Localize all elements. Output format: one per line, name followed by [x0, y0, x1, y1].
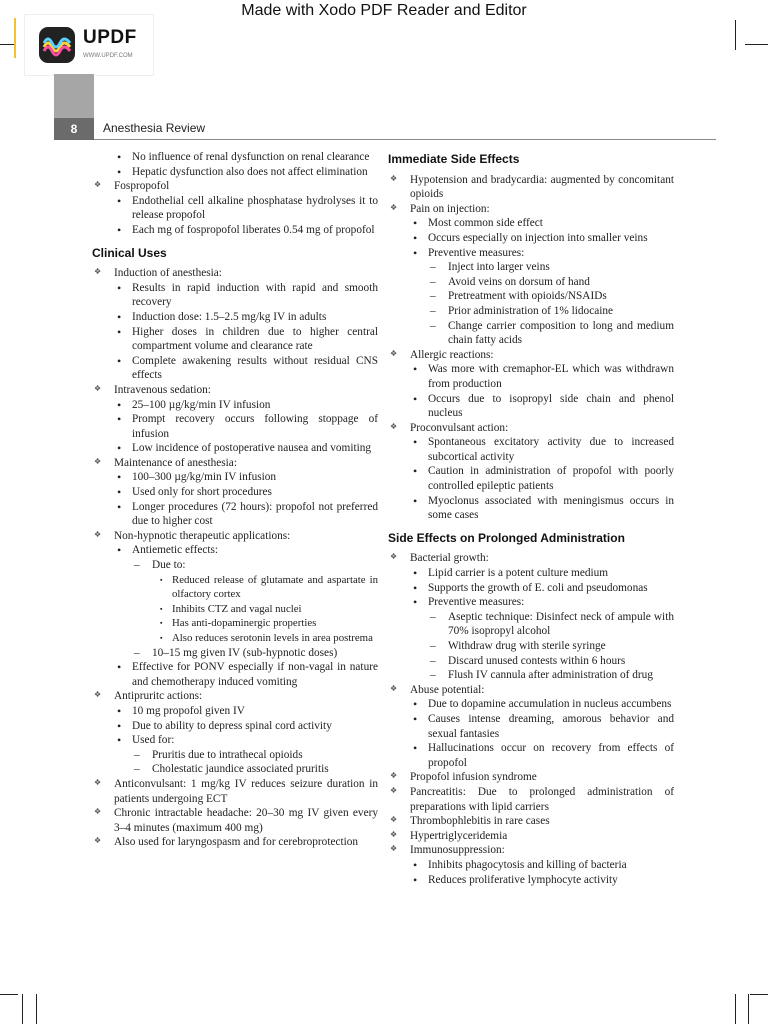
list-item: ❖ Hypotension and bradycardia: augmented by concomitant opioids: [388, 173, 674, 202]
sub-list-item: • Results in rapid induction with rapid and smooth recovery: [92, 281, 378, 310]
list-item: ❖ Intravenous sedation:: [92, 383, 378, 398]
list-item: ❖ Chronic intractable headache: 20–30 mg IV given every 3–4 minutes (maximum 400 mg): [92, 806, 378, 835]
list-item: ❖ Proconvulsant action:: [388, 421, 674, 436]
crop-mark: [14, 18, 16, 58]
list-item: ❖ Antipruritc actions:: [92, 689, 378, 704]
sub-list-item: – Pretreatment with opioids/NSAIDs: [388, 289, 674, 304]
page-number: 8: [54, 118, 94, 140]
list-item: ❖ Pain on injection:: [388, 202, 674, 217]
sub-list-item: – Change carrier composition to long and medium chain fatty acids: [388, 319, 674, 348]
sub-list-item: • Induction dose: 1.5–2.5 mg/kg IV in adults: [92, 310, 378, 325]
sub-list-item: • Antiemetic effects:: [92, 543, 378, 558]
sub-list-item: • Higher doses in children due to higher central compartment volume and clearance rate: [92, 325, 378, 354]
right-column: [388, 150, 674, 887]
sub-list-item: – Aseptic technique: Disinfect neck of ampule with 70% isopropyl alcohol: [388, 610, 674, 639]
sub-list-item: • Was more with cremaphor-EL which was withdrawn from production: [388, 362, 674, 391]
sub-list-item: • Longer procedures (72 hours): propofol not preferred due to higher cost: [92, 500, 378, 529]
sub-list-item: – Due to:: [92, 558, 378, 573]
header-rule: [94, 139, 716, 140]
watermark-banner: Made with Xodo PDF Reader and Editor: [241, 2, 527, 19]
sub-list-item: • Due to ability to depress spinal cord activity: [92, 719, 378, 734]
list-item: ❖ Allergic reactions:: [388, 348, 674, 363]
sub-list-item: • Reduces proliferative lymphocyte activity: [388, 873, 674, 888]
sub-list-item: • Preventive measures:: [388, 595, 674, 610]
section-heading: Immediate Side Effects: [388, 152, 520, 166]
sub-list-item: – Inject into larger veins: [388, 260, 674, 275]
crop-mark: [0, 994, 18, 995]
sub-list-item: • Used only for short procedures: [92, 485, 378, 500]
list-item: ❖ Immunosuppression:: [388, 843, 674, 858]
crop-mark: [735, 994, 736, 1024]
sub-list-item: ▪ Also reduces serotonin levels in area postrema: [92, 631, 378, 646]
list-item: ❖ Pancreatitis: Due to prolonged administration of preparations with lipid carriers: [388, 785, 674, 814]
list-item: ❖ Non-hypnotic therapeutic applications:: [92, 529, 378, 544]
sub-list-item: ▪ Inhibits CTZ and vagal nuclei: [92, 602, 378, 617]
running-title: Anesthesia Review: [103, 121, 206, 135]
list-item: ❖ Abuse potential:: [388, 683, 674, 698]
sub-list-item: • Myoclonus associated with meningismus occurs in some cases: [388, 494, 674, 523]
sub-list-item: • Causes intense dreaming, amorous behavior and sexual fantasies: [388, 712, 674, 741]
list-item: ❖ Hypertriglyceridemia: [388, 829, 674, 844]
list-item: ❖ Induction of anesthesia:: [92, 266, 378, 281]
sub-list-item: • Effective for PONV especially if non-vagal in nature and chemotherapy induced vomiting: [92, 660, 378, 689]
sub-list-item: • Endothelial cell alkaline phosphatase hydrolyses it to release propofol: [92, 194, 378, 223]
sub-list-item: ▪ Reduced release of glutamate and aspartate in olfactory cortex: [92, 573, 378, 602]
sub-list-item: • 100–300 µg/kg/min IV infusion: [92, 470, 378, 485]
header-tab-decoration: [54, 74, 94, 118]
sub-list-item: • Due to dopamine accumulation in nucleus accumbens: [388, 697, 674, 712]
list-item: ❖ Thrombophlebitis in rare cases: [388, 814, 674, 829]
sub-list-item: • Most common side effect: [388, 216, 674, 231]
sub-list-item: • Occurs especially on injection into smaller veins: [388, 231, 674, 246]
sub-list-item: – Avoid veins on dorsum of hand: [388, 275, 674, 290]
sub-list-item: • No influence of renal dysfunction on renal clearance: [92, 150, 378, 165]
crop-mark: [748, 994, 749, 1024]
sub-list-item: – Prior administration of 1% lidocaine: [388, 304, 674, 319]
list-item: ❖ Anticonvulsant: 1 mg/kg IV reduces seizure duration in patients undergoing ECT: [92, 777, 378, 806]
updf-logo: [24, 14, 154, 76]
list-item: ❖ Maintenance of anesthesia:: [92, 456, 378, 471]
updf-logo-url: WWW.UPDF.COM: [83, 53, 133, 59]
sub-list-item: • 25–100 µg/kg/min IV infusion: [92, 398, 378, 413]
sub-list-item: • 10 mg propofol given IV: [92, 704, 378, 719]
sub-list-item: – Flush IV cannula after administration of drug: [388, 668, 674, 683]
list-item: ❖ Also used for laryngospasm and for cerebroprotection: [92, 835, 378, 850]
sub-list-item: – Withdraw drug with sterile syringe: [388, 639, 674, 654]
sub-list-item: • Hepatic dysfunction also does not affect elimination: [92, 165, 378, 180]
crop-mark: [0, 44, 14, 45]
sub-list-item: • Used for:: [92, 733, 378, 748]
sub-list-item: • Low incidence of postoperative nausea and vomiting: [92, 441, 378, 456]
crop-mark: [22, 994, 23, 1024]
sub-list-item: • Prompt recovery occurs following stoppage of infusion: [92, 412, 378, 441]
sub-list-item: – Discard unused contests within 6 hours: [388, 654, 674, 669]
updf-logo-icon: [39, 27, 75, 63]
crop-mark: [745, 44, 768, 45]
sub-list-item: • Preventive measures:: [388, 246, 674, 261]
left-column: [92, 150, 378, 850]
crop-mark: [36, 994, 37, 1024]
sub-list-item: ▪ Has anti-dopaminergic properties: [92, 616, 378, 631]
list-item: ❖ Bacterial growth:: [388, 551, 674, 566]
list-item: ❖ Fospropofol: [92, 179, 378, 194]
sub-list-item: – Pruritis due to intrathecal opioids: [92, 748, 378, 763]
crop-mark: [735, 20, 736, 50]
sub-list-item: • Spontaneous excitatory activity due to increased subcortical activity: [388, 435, 674, 464]
section-heading: Clinical Uses: [92, 245, 167, 260]
section-heading: Side Effects on Prolonged Administration: [388, 530, 625, 545]
crop-mark: [750, 994, 768, 995]
sub-list-item: – 10–15 mg given IV (sub-hypnotic doses): [92, 646, 378, 661]
sub-list-item: • Caution in administration of propofol with poorly controlled epileptic patients: [388, 464, 674, 493]
sub-list-item: • Occurs due to isopropyl side chain and phenol nucleus: [388, 392, 674, 421]
list-item: ❖ Propofol infusion syndrome: [388, 770, 674, 785]
sub-list-item: – Cholestatic jaundice associated pruritis: [92, 762, 378, 777]
sub-list-item: • Each mg of fospropofol liberates 0.54 mg of propofol: [92, 223, 378, 238]
sub-list-item: • Complete awakening results without residual CNS effects: [92, 354, 378, 383]
sub-list-item: • Supports the growth of E. coli and pseudomonas: [388, 581, 674, 596]
updf-logo-text: UPDF: [83, 27, 137, 48]
sub-list-item: • Inhibits phagocytosis and killing of bacteria: [388, 858, 674, 873]
sub-list-item: • Hallucinations occur on recovery from effects of propofol: [388, 741, 674, 770]
sub-list-item: • Lipid carrier is a potent culture medium: [388, 566, 674, 581]
